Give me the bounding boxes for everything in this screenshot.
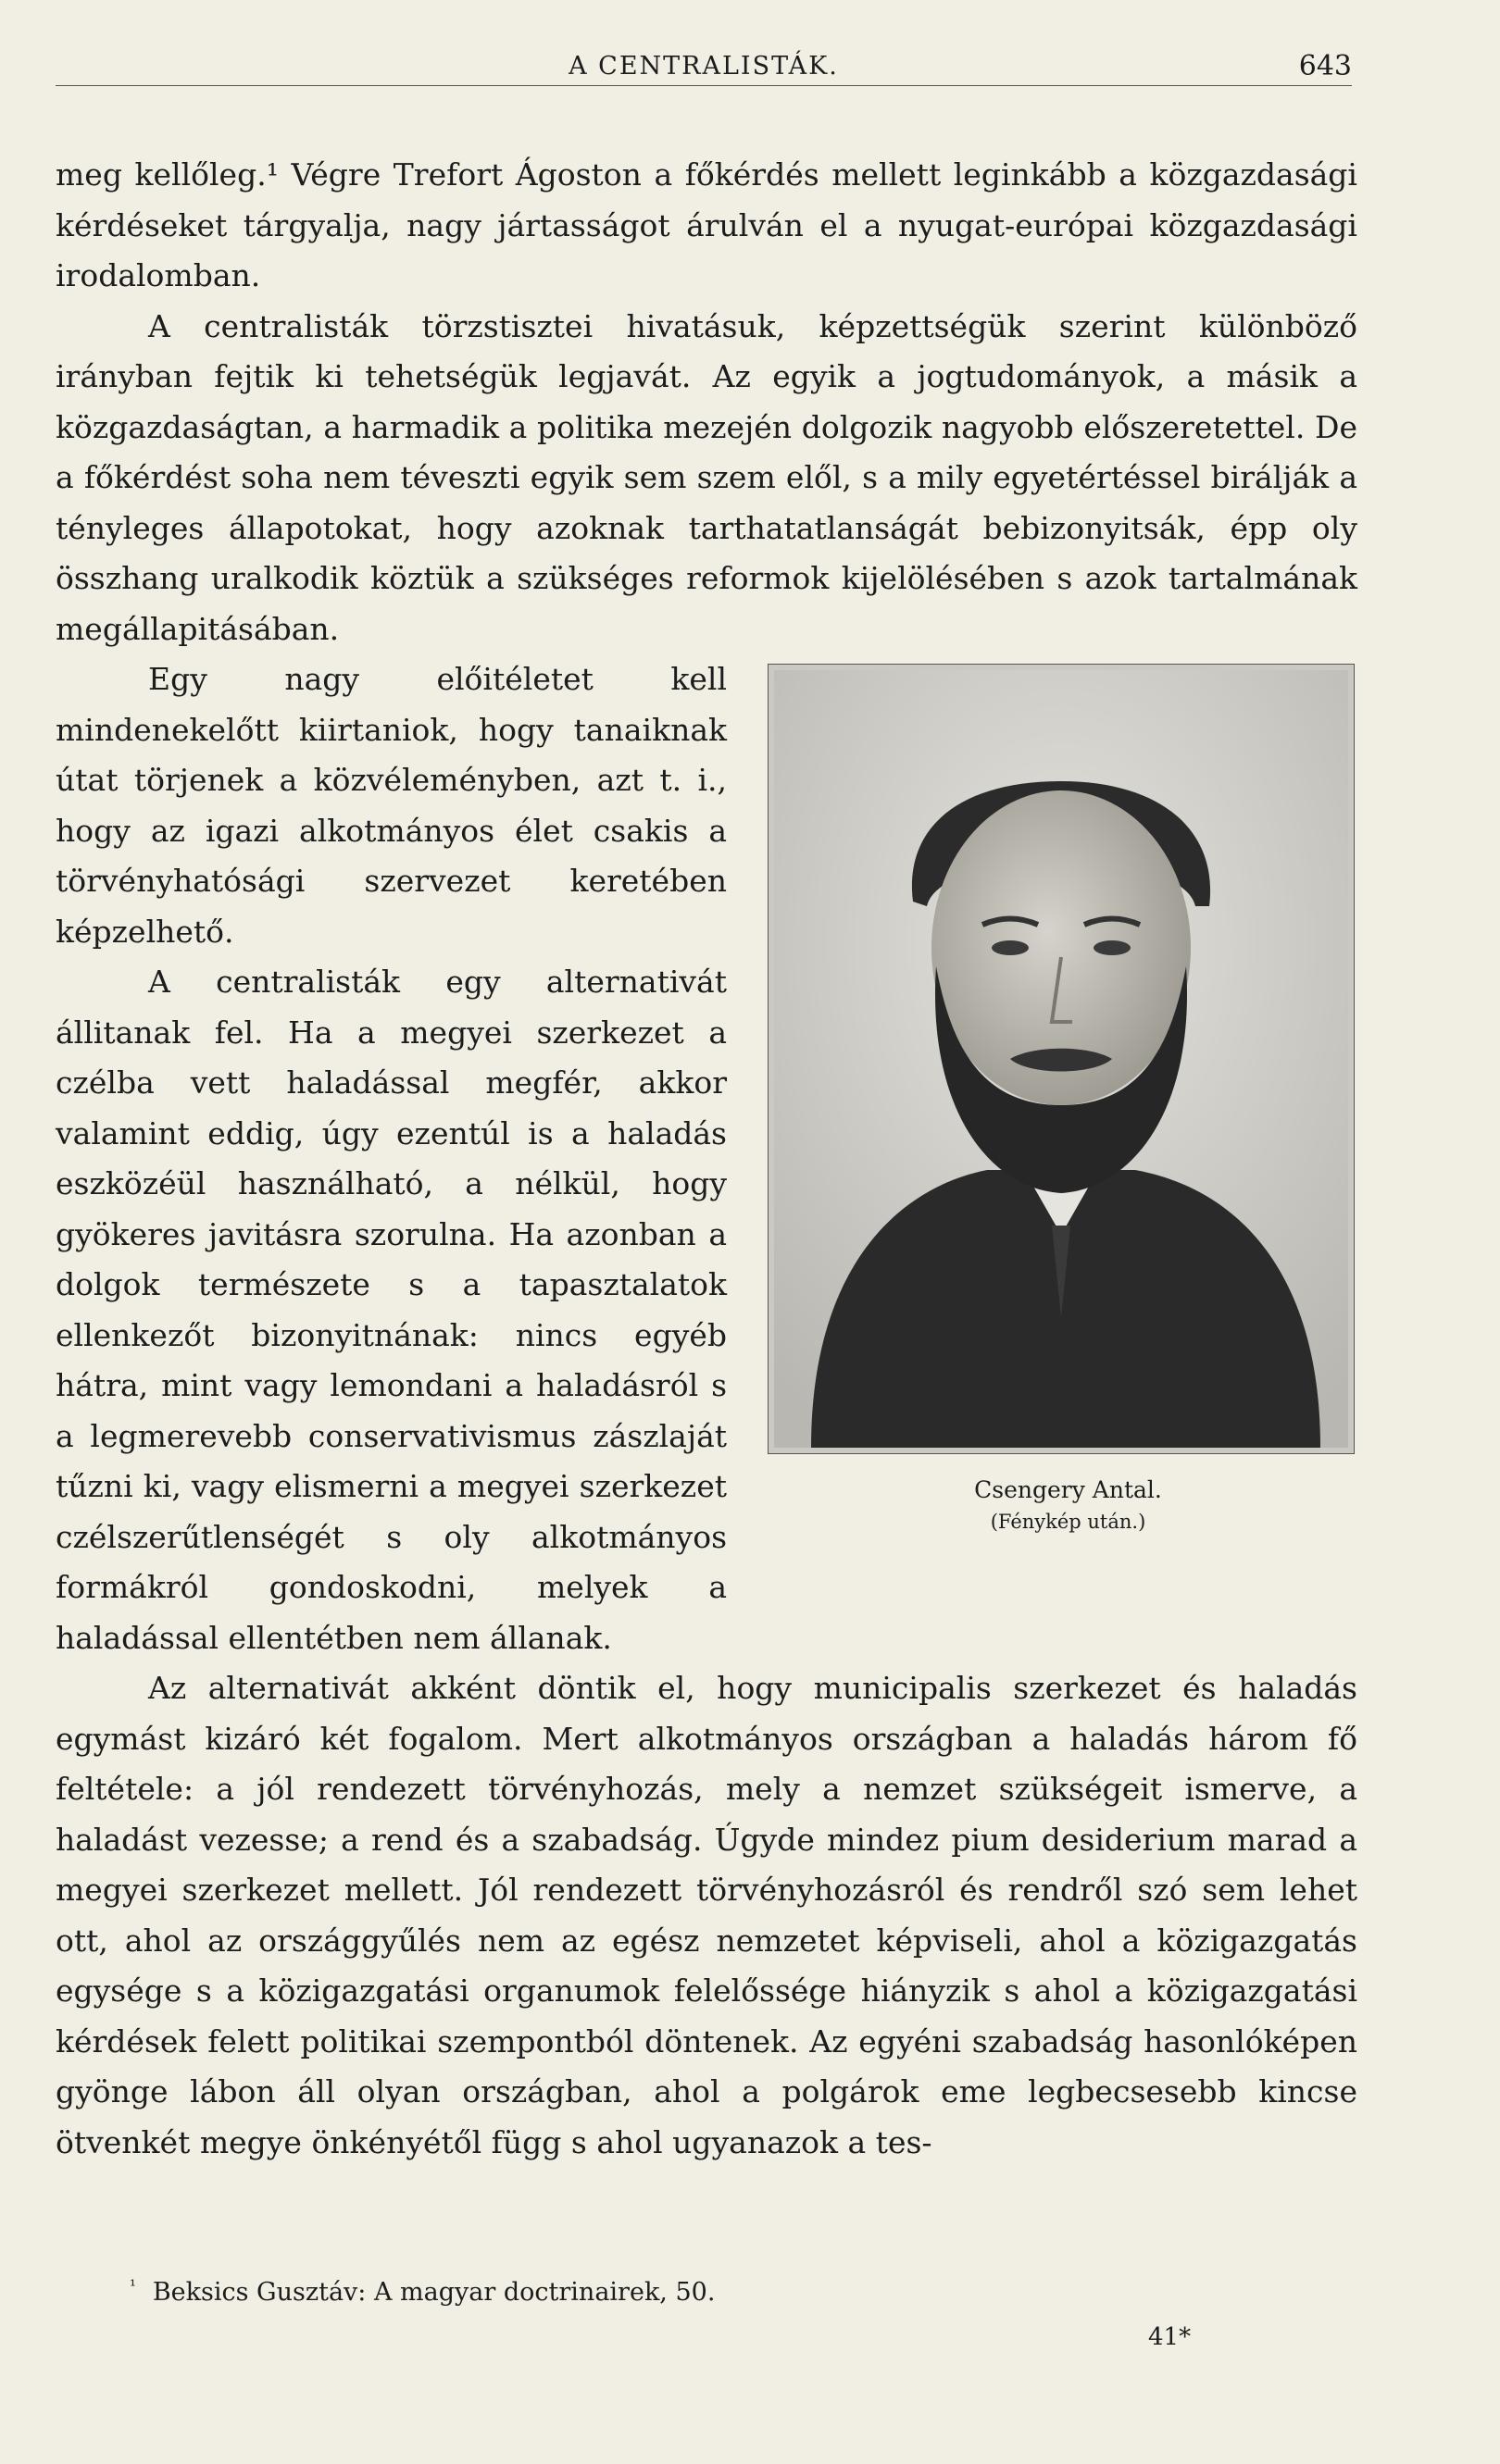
paragraph: Egy nagy előitéletet kell mindenekelőtt kiirtaniok, hogy tanaiknak útat törjenek a közvéleményben, azt t. i., hogy az igazi alkotmányos élet csakis a törvényhatósági szervezet keretében képzelhető.: [56, 661, 727, 950]
caption-note: (Fénykép után.): [990, 1511, 1146, 1533]
page-number: 643: [1298, 50, 1352, 82]
paragraph: Az alternativát akként döntik el, hogy municipalis szerkezet és haladás egymást kizáró két fogalom. Mert alkotmányos országban a haladás három fő feltétele: a jól rendezett törvényhozás, mely a nemzet szükségeit ismerve, a haladást vezesse; a rend és a szabadság. Úgyde mindez pium desiderium marad a megyei szerkezet mellett. Jól rendezett törvényhozásról és rendről szó sem lehet ott, ahol az országgyűlés nem az egész nemzetet képviseli, ahol a közigazgatás egysége s a közigazgatási organumok felelőssége hiányzik s ahol a közigazgatási kérdések felett politikai szempontból döntenek. Az egyéni szabadság hasonlóképen gyönge lábon áll olyan országban, ahol a polgárok eme legbecsesebb kincse ötvenkét megye önkényétől függ s ahol ugyanazok a tes-: [56, 1670, 1357, 2160]
figure-caption: [760, 1475, 1357, 1537]
running-title: A CENTRALISTÁK.: [569, 52, 839, 81]
signature-mark: 41*: [1148, 2323, 1192, 2351]
portrait-image: [774, 670, 1348, 1448]
footnote-text: Beksics Gusztáv: A magyar doctrinairek, 50.: [152, 2278, 716, 2307]
portrait-figure: [760, 654, 1357, 1589]
paragraph: A centralisták egy alternativát állitanak fel. Ha a megyei szerkezet a czélba vett haladással megfér, akkor valamint eddig, úgy ezentúl is a haladás eszközéül használható, a nélkül, hogy gyökeres javitásra szorulna. Ha azonban a dolgok természete s a tapasztalatok ellenkezőt bizonyitnának: nincs egyéb hátra, mint vagy lemondani a haladásról s a legmerevebb conservativismus zászlaját tűzni ki, vagy elismerni a megyei szerkezet czélszerűtlenségét s oly alkotmányos formákról gondoskodni, melyek a haladással ellentétben nem állanak.: [56, 964, 727, 1656]
caption-name: Csengery Antal.: [974, 1476, 1162, 1503]
body-text: [56, 150, 1357, 2168]
paragraph: A centralisták törzstisztei hivatásuk, képzettségük szerint különböző irányban fejtik ki tehetségük legjavát. Az egyik a jogtudományok, a másik a közgazdaságtan, a harmadik a politika mezején dolgozik nagyobb előszeretettel. De a főkérdést soha nem téveszti egyik sem szem elől, s a mily egyetértéssel birálják a tényleges állapotokat, hogy azoknak tarthatatlanságát bebizonyitsák, épp oly összhang uralkodik köztük a szükséges reformok kijelölésében s azok tartalmának megállapitásában.: [56, 307, 1357, 647]
paragraph: meg kellőleg.¹ Végre Trefort Ágoston a főkérdés mellett leginkább a közgazdasági kérdéseket tárgyalja, nagy jártasságot árulván el a nyugat-európai közgazdasági irodalomban.: [56, 156, 1357, 293]
footnote: [56, 2277, 1352, 2307]
page-header: [56, 48, 1352, 86]
footnote-marker: ¹: [130, 2277, 136, 2296]
portrait-photo: [768, 664, 1355, 1454]
